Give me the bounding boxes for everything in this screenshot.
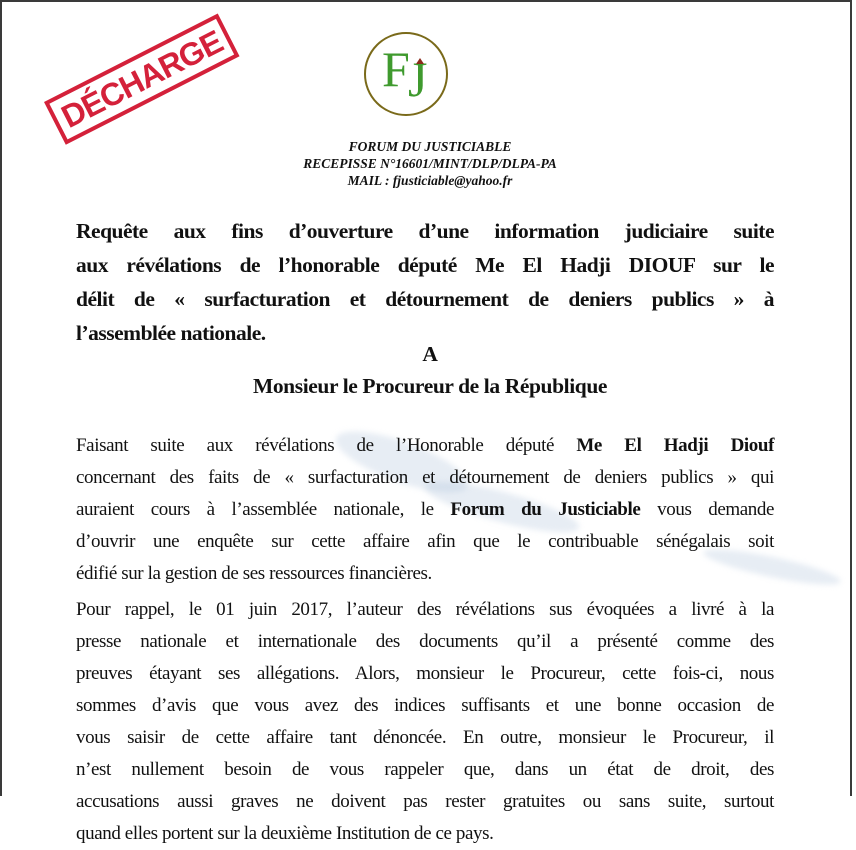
text-segment: vous demande bbox=[640, 499, 775, 520]
paragraph-line bbox=[76, 430, 774, 462]
paragraph-line bbox=[76, 526, 774, 558]
logo-letter-j: J bbox=[408, 51, 428, 107]
text-segment: édifié sur la gestion de ses ressources financières. bbox=[76, 563, 432, 584]
decharge-stamp: DÉCHARGE bbox=[44, 13, 240, 144]
logo-letter-f: F bbox=[382, 41, 410, 97]
text-segment: Pour rappel, le 01 juin 2017, l’auteur des révélations sus évoquées a livré à la bbox=[76, 599, 774, 620]
title-line: aux révélations de l’honorable député Me El Hadji DIOUF sur le bbox=[76, 253, 774, 277]
paragraph-line bbox=[76, 658, 774, 690]
paragraph-line bbox=[76, 558, 774, 590]
bold-text: Me El Hadji Diouf bbox=[576, 435, 774, 456]
org-mail: MAIL : fjusticiable@yahoo.fr bbox=[347, 173, 513, 188]
organization-header bbox=[2, 138, 856, 189]
paragraph-line bbox=[76, 494, 774, 526]
text-segment: concernant des faits de « surfacturation et détournement de deniers publics » qui bbox=[76, 467, 774, 488]
text-segment: sommes d’avis que vous avez des indices suffisants et une bonne occasion de bbox=[76, 695, 774, 716]
text-segment: d’ouvrir une enquête sur cette affaire afin que le contribuable sénégalais soit bbox=[76, 531, 774, 552]
recipient: Monsieur le Procureur de la République bbox=[252, 374, 608, 398]
paragraph-line bbox=[76, 626, 774, 658]
text-segment: quand elles portent sur la deuxième Institution de ce pays. bbox=[76, 823, 494, 844]
title-line: Requête aux fins d’ouverture d’une information judiciaire suite bbox=[76, 219, 774, 243]
document-title bbox=[76, 214, 774, 350]
paragraph-line bbox=[76, 594, 774, 626]
scale-icon bbox=[416, 58, 424, 64]
paragraph-1 bbox=[76, 430, 774, 590]
org-receipt: RECEPISSE N°16601/MINT/DLP/DLPA-PA bbox=[303, 156, 557, 171]
text-segment: Faisant suite aux révélations de l’Honorable député bbox=[76, 435, 577, 456]
text-segment: auraient cours à l’assemblée nationale, le bbox=[76, 499, 451, 520]
text-segment: vous saisir de cette affaire tant dénoncée. En outre, monsieur le Procureur, il bbox=[76, 727, 774, 748]
paragraph-2 bbox=[76, 594, 774, 850]
text-segment: preuves étayant ses allégations. Alors, monsieur le Procureur, cette fois-ci, nous bbox=[76, 663, 774, 684]
title-line: l’assemblée nationale. bbox=[76, 321, 266, 345]
title-line: délit de « surfacturation et détournement de deniers publics » à bbox=[76, 287, 774, 311]
text-segment: accusations aussi graves ne doivent pas rester gratuites ou sans suite, surtout bbox=[76, 791, 774, 812]
paragraph-line bbox=[76, 786, 774, 818]
paragraph-line bbox=[76, 818, 774, 850]
paragraph-line bbox=[76, 754, 774, 786]
text-segment: n’est nullement besoin de vous rappeler que, dans un état de droit, des bbox=[76, 759, 774, 780]
text-segment: presse nationale et internationale des documents qu’il a présenté comme des bbox=[76, 631, 774, 652]
paragraph-line bbox=[76, 690, 774, 722]
bold-text: Forum du Justiciable bbox=[450, 499, 641, 520]
org-name: FORUM DU JUSTICIABLE bbox=[348, 139, 512, 154]
paragraph-line bbox=[76, 462, 774, 494]
fj-logo bbox=[364, 32, 448, 116]
recipient-prefix: A bbox=[422, 342, 438, 366]
paragraph-line bbox=[76, 722, 774, 754]
